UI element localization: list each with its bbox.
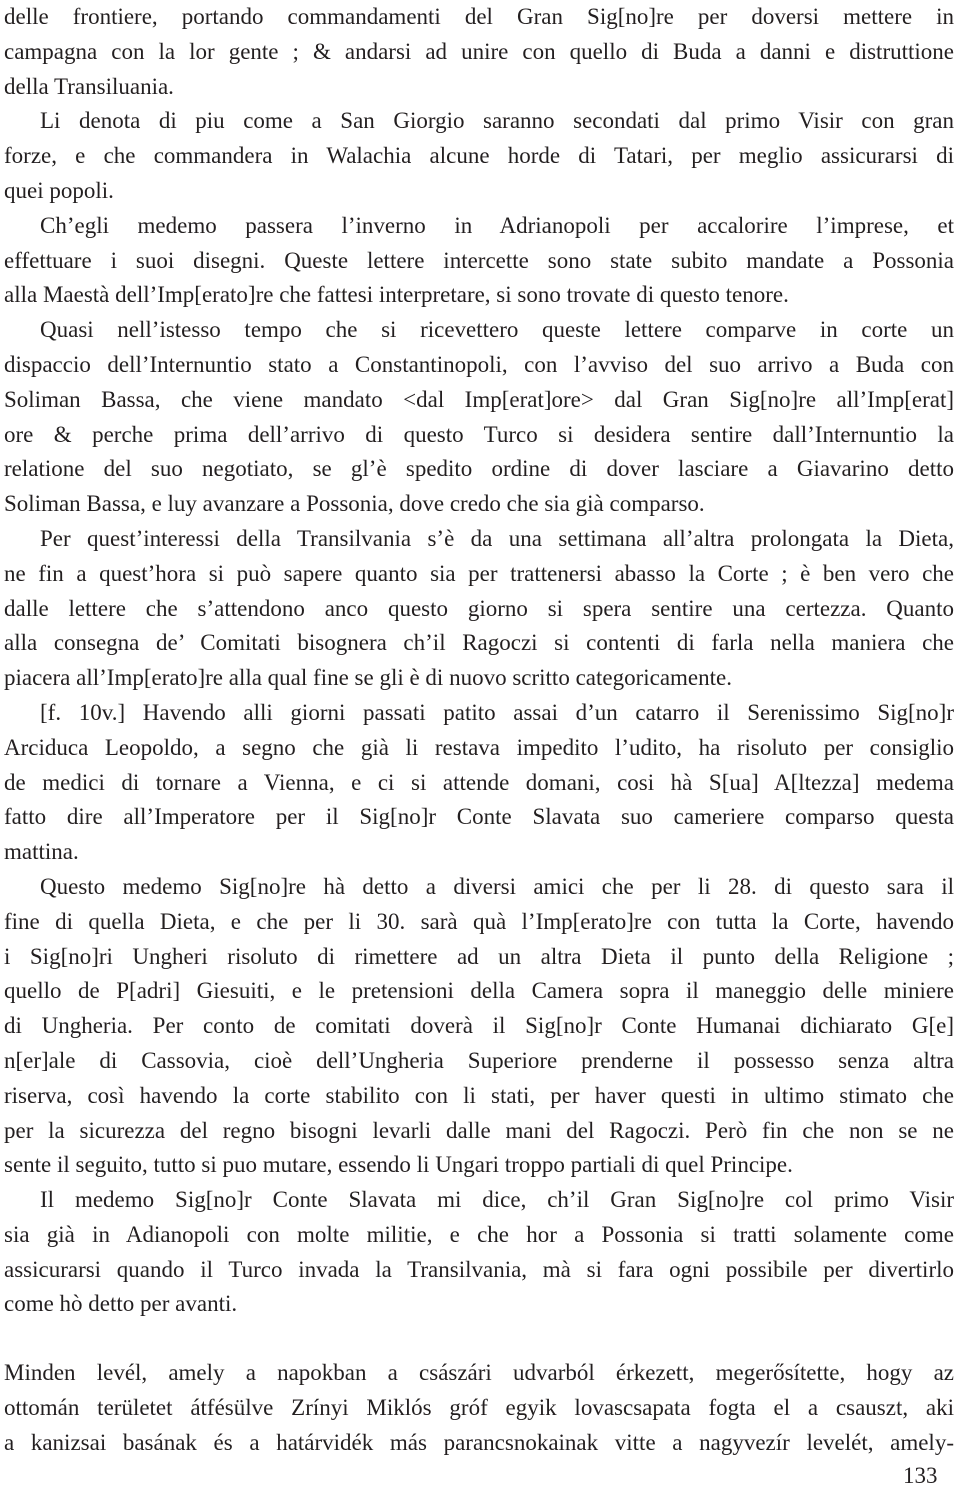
text-line: effettuare i suoi disegni. Queste lettere intercette sono state subito mandate a Possonia <box>4 247 954 273</box>
text-line: sia già in Adianopoli con molte militie, e che hor a Possonia si tratti solamente come <box>4 1221 954 1247</box>
text-line: Ch’egli medemo passera l’inverno in Adrianopoli per accalorire l’imprese, et <box>40 212 954 238</box>
text-line: Per quest’interessi della Transilvania s’è da una settimana all’altra prolongata la Dieta, <box>40 525 954 551</box>
text-line: assicurarsi quando il Turco invada la Transilvania, mà si fara ogni possibile per divertirlo <box>4 1256 954 1282</box>
text-line: Soliman Bassa, e luy avanzare a Possonia, dove credo che sia già comparso. <box>4 491 705 517</box>
text-line: alla Maestà dell’Imp[erato]re che fattesi interpretare, si sono trovate di questo tenore. <box>4 282 789 308</box>
text-line: n[er]ale di Cassovia, cioè dell’Ungheria Superiore prenderne il possesso senza altra <box>4 1047 954 1073</box>
text-line: ore & perche prima dell’arrivo di questo Turco si desidera sentire dall’Internuntio la <box>4 421 954 447</box>
text-line: [f. 10v.] Havendo alli giorni passati patito assai d’un catarro il Serenissimo Sig[no]r <box>40 699 954 725</box>
text-line: di Ungheria. Per conto de comitati doverà il Sig[no]r Conte Humanai dichiarato G[e] <box>4 1013 954 1039</box>
text-line: Minden levél, amely a napokban a császári udvarból érkezett, megerősítette, hogy az <box>4 1360 954 1386</box>
text-line: quello de P[adri] Giesuiti, e le pretensioni della Camera sopra il maneggio delle miniere <box>4 978 954 1004</box>
text-line: a kanizsai basának és a határvidék más parancsnokainak vitte a nagyvezír levelét, amely- <box>4 1429 954 1455</box>
text-line: quei popoli. <box>4 177 114 203</box>
text-line: campagna con la lor gente ; & andarsi ad unire con quello di Buda a danni e distruttione <box>4 38 954 64</box>
text-line: i Sig[no]ri Ungheri risoluto di rimettere ad un altra Dieta il punto della Religione ; <box>4 943 954 969</box>
text-line: della Transiluania. <box>4 73 174 99</box>
text-line: fatto dire all’Imperatore per il Sig[no]r Conte Slavata suo cameriere comparso questa <box>4 804 954 830</box>
text-line: dispaccio dell’Internuntio stato a Constantinopoli, con l’avviso del suo arrivo a Buda con <box>4 351 954 377</box>
text-line: come hò detto per avanti. <box>4 1291 238 1317</box>
text-line: Il medemo Sig[no]r Conte Slavata mi dice, ch’il Gran Sig[no]re col primo Visir <box>40 1187 954 1213</box>
text-block <box>4 0 954 1461</box>
text-line: piacera all’Imp[erato]re alla qual fine se gli è di nuovo scritto categoricamente. <box>4 665 732 691</box>
text-line: sente il seguito, tutto si puo mutare, essendo li Ungari troppo partiali di quel Principe. <box>4 1152 793 1178</box>
section-gap <box>4 1322 954 1356</box>
text-line: alla consegna de’ Comitati bisognera ch’il Ragoczi si contenti di farla nella maniera che <box>4 630 954 656</box>
text-line: dalle lettere che s’attendono anco questo giorno si spera sentire una certezza. Quanto <box>4 595 954 621</box>
text-line: riserva, così havendo la corte stabilito con li stati, per haver questi in ultimo stimato che <box>4 1082 954 1108</box>
text-line: Arciduca Leopoldo, a segno che già li restava impedito l’udito, ha risoluto per consiglio <box>4 734 954 760</box>
text-line: delle frontiere, portando commandamenti del Gran Sig[no]re per doversi mettere in <box>4 4 954 29</box>
text-line: forze, e che commandera in Walachia alcune horde di Tatari, per meglio assicurarsi di <box>4 143 954 169</box>
page-number: 133 <box>903 1463 938 1488</box>
text-line: Li denota di piu come a San Giorgio saranno secondati dal primo Visir con gran <box>40 108 954 134</box>
text-line: Quasi nell’istesso tempo che si ricevettero queste lettere comparve in corte un <box>40 317 954 343</box>
text-line: Soliman Bassa, che viene mandato <dal Imp[erat]ore> dal Gran Sig[no]re all’Imp[erat] <box>4 386 954 412</box>
text-line: per la sicurezza del regno bisogni levarli dalle mani del Ragoczi. Però fin che non se ne <box>4 1117 954 1143</box>
text-line: Questo medemo Sig[no]re hà detto a diversi amici che per li 28. di questo sara il <box>40 873 954 899</box>
text-line: fine di quella Dieta, e che per li 30. sarà quà l’Imp[erato]re con tutta la Corte, havendo <box>4 908 954 934</box>
text-line: ottomán területet átfésülve Zrínyi Miklós gróf egyik lovascsapata fogta el a csauszt, aki <box>4 1395 954 1421</box>
text-line: ne fin a quest’hora si può sapere quanto sia per trattenersi abasso la Corte ; è ben vero che <box>4 560 954 586</box>
text-line: relatione del suo negotiato, se gl’è spedito ordine di dover lasciare a Giavarino detto <box>4 456 954 482</box>
text-line: mattina. <box>4 839 79 865</box>
text-line: de medici di tornare a Vienna, e ci si attende domani, cosi hà S[ua] A[ltezza] medema <box>4 769 954 795</box>
